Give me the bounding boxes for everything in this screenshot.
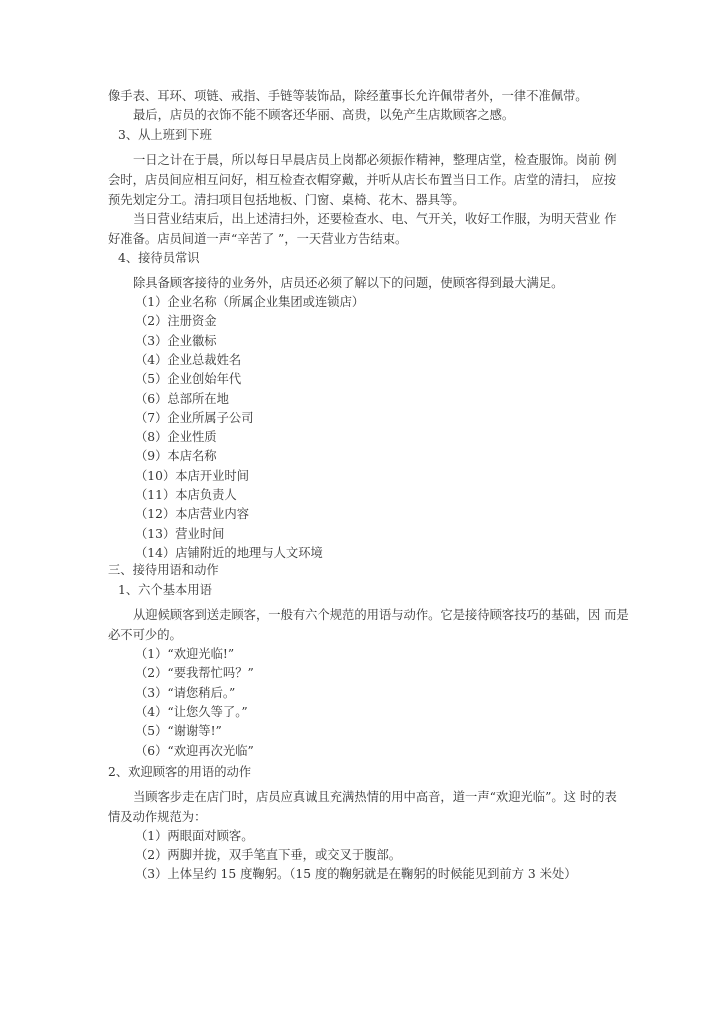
list-item: （9）本店名称 — [135, 449, 217, 464]
list-item: （14）店铺附近的地理与人文环境 — [135, 545, 323, 560]
paragraph-line: 像手表、耳环、项链、戒指、手链等装饰品，除经董事长允许佩带者外，一律不准佩带。 — [108, 89, 588, 103]
list-item: （2）两脚并拢，双手笔直下垂，或交叉于腹部。 — [135, 848, 402, 863]
paragraph-line: 会时，店员间应相互问好，相互检查衣帽穿戴，并听从店长布置当日工作。店堂的清扫， 应按 — [108, 173, 617, 187]
list-item: （12）本店营业内容 — [135, 507, 250, 522]
list-item: （1）企业名称（所属企业集团或连锁店） — [135, 295, 365, 309]
list-item: （6）“欢迎再次光临” — [135, 743, 254, 758]
paragraph-line: 好准备。店员间道一声“辛苦了 ”，一天营业方告结束。 — [108, 232, 408, 246]
paragraph: 最后，店员的衣饰不能不顾客还华丽、高贵，以免产生店欺顾客之感。 — [133, 108, 515, 122]
heading-3-2: 2、欢迎顾客的用语的动作 — [108, 765, 252, 779]
list-item: （7）企业所属子公司 — [135, 410, 254, 425]
list-item: （4）企业总裁姓名 — [135, 352, 242, 367]
list-item: （1）两眼面对顾客。 — [135, 829, 254, 843]
paragraph-line: 必不可少的。 — [108, 628, 182, 642]
list-item: （10）本店开业时间 — [135, 468, 250, 483]
list-item: （13）营业时间 — [135, 526, 225, 541]
paragraph-line: 当日营业结束后，出上述清扫外，还要检查水、电、气开关，收好工作服，为明天营业 作 — [133, 212, 617, 226]
list-item: （2）注册资金 — [135, 314, 217, 329]
list-item: （1）“欢迎光临!” — [135, 647, 235, 661]
list-item: （11）本店负责人 — [135, 488, 237, 502]
paragraph: 除具备顾客接待的业务外，店员还必须了解以下的问题，使顾客得到最大满足。 — [133, 276, 564, 290]
paragraph-line: 从迎候顾客到送走顾客，一般有六个规范的用语与动作。它是接待顾客技巧的基础，因 而是 — [133, 608, 629, 622]
heading-3: 3、从上班到下班 — [118, 128, 212, 142]
list-item: （5）企业创始年代 — [135, 372, 242, 387]
list-item: （3）“请您稍后。” — [135, 685, 236, 700]
paragraph-line: 当顾客步走在店门时，店员应真诚且充满热情的用中高音，道一声“欢迎光临”。这 时的表 — [133, 790, 617, 804]
heading-3-1: 1、六个基本用语 — [118, 583, 212, 597]
list-item: （5）“谢谢等!” — [135, 724, 222, 739]
list-item: （8）企业性质 — [135, 430, 217, 445]
heading-4: 4、接待员常识 — [118, 251, 200, 265]
paragraph-line: 预先划定分工。清扫项目包括地板、门窗、桌椅、花木、器具等。 — [108, 193, 465, 207]
paragraph-line: 一日之计在于晨，所以每日早晨店员上岗都必须振作精神，整理店堂，检查服饰。岗前 例 — [133, 153, 617, 167]
paragraph-line: 情及动作规范为： — [108, 810, 207, 824]
list-item: （6）总部所在地 — [135, 391, 229, 406]
section-heading: 三、接待用语和动作 — [108, 563, 219, 577]
list-item: （3）上体呈约 15 度鞠躬。（15 度的鞠躬就是在鞠躬的时候能见到前方 3 米处） — [135, 867, 577, 882]
list-item: （2）“要我帮忙吗？” — [135, 666, 254, 681]
list-item: （3）企业徽标 — [135, 333, 217, 348]
list-item: （4）“让您久等了。” — [135, 704, 248, 719]
